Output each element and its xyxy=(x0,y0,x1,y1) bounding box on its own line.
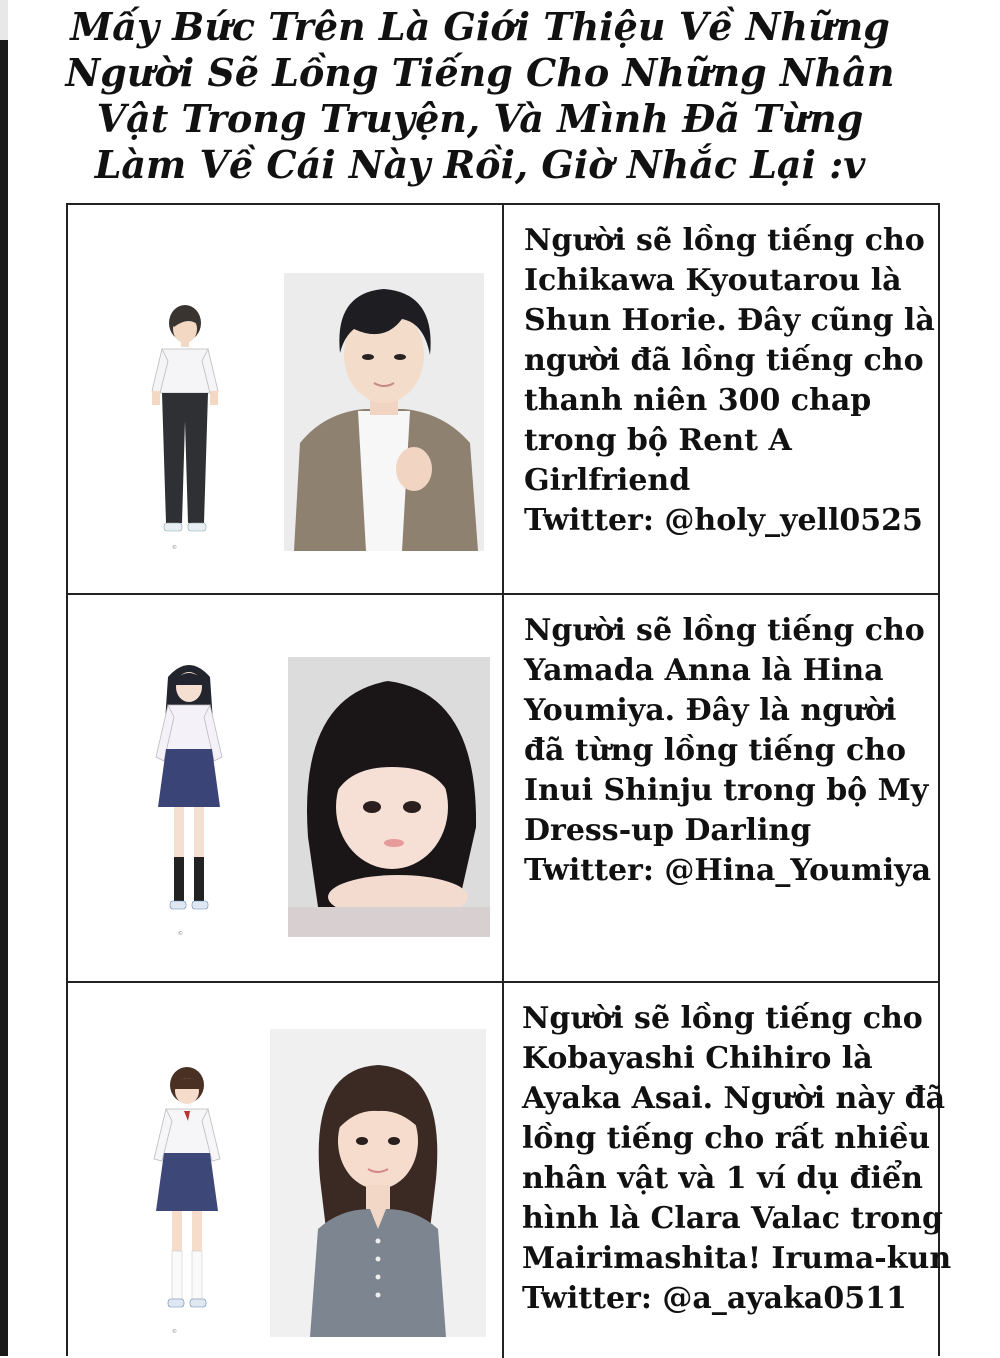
description-line: trong bộ Rent A xyxy=(524,423,792,458)
image-cell xyxy=(68,983,504,1358)
description-cell xyxy=(504,983,952,1358)
left-edge-highlight xyxy=(0,0,8,40)
description-line: Ichikawa Kyoutarou là xyxy=(524,263,902,298)
description-line: Người sẽ lồng tiếng cho xyxy=(524,613,925,648)
description-line: thanh niên 300 chap xyxy=(524,383,872,418)
title-line: Người Sẽ Lồng Tiếng Cho Những Nhân xyxy=(65,50,895,95)
image-cell xyxy=(68,595,504,981)
description-line: Dress-up Darling xyxy=(524,813,812,848)
description-line: lồng tiếng cho rất nhiều xyxy=(522,1121,931,1156)
voice-actor-photo-shun-horie xyxy=(284,273,484,551)
description-cell xyxy=(504,595,938,981)
description-line: Người sẽ lồng tiếng cho xyxy=(524,223,925,258)
description-line: Kobayashi Chihiro là xyxy=(522,1041,873,1076)
table-row-anna xyxy=(68,595,938,983)
description-line: Inui Shinju trong bộ My xyxy=(524,773,929,808)
title-line: Làm Về Cái Này Rồi, Giờ Nhắc Lại :v xyxy=(94,142,866,187)
description-line: Youmiya. Đây là người xyxy=(524,693,897,728)
twitter-handle: Twitter: @holy_yell0525 xyxy=(524,503,923,538)
copyright-note: © xyxy=(172,545,177,551)
twitter-handle: Twitter: @a_ayaka0511 xyxy=(522,1281,907,1316)
title-line: Vật Trong Truyện, Và Mình Đã Từng xyxy=(96,96,864,141)
description-line: Yamada Anna là Hina xyxy=(524,653,884,688)
title-line: Mấy Bức Trên Là Giới Thiệu Về Những xyxy=(70,4,890,49)
description-line: hình là Clara Valac trong xyxy=(522,1201,943,1236)
description-line: nhân vật và 1 ví dụ điển xyxy=(522,1161,923,1196)
left-edge-strip xyxy=(0,0,8,1356)
character-illustration-chihiro xyxy=(132,1061,242,1323)
description-line: người đã lồng tiếng cho xyxy=(524,343,924,378)
voice-actor-photo-ayaka-asai xyxy=(270,1029,486,1337)
description-line: Shun Horie. Đây cũng là xyxy=(524,303,935,338)
copyright-note: © xyxy=(172,1329,177,1335)
copyright-note: © xyxy=(178,931,183,937)
description-line: Girlfriend xyxy=(524,463,691,498)
character-illustration-kyoutarou xyxy=(130,301,240,541)
table-row-chihiro xyxy=(68,983,952,1358)
table-row-kyoutarou xyxy=(68,205,938,595)
description-line: Ayaka Asai. Người này đã xyxy=(522,1081,946,1116)
voice-actor-table xyxy=(66,203,952,1356)
page-title xyxy=(40,4,920,188)
description-line: Mairimashita! Iruma-kun xyxy=(522,1241,952,1276)
description-line: đã từng lồng tiếng cho xyxy=(524,733,907,768)
image-cell xyxy=(68,205,504,593)
description-line: Người sẽ lồng tiếng cho xyxy=(522,1001,923,1036)
description-cell xyxy=(504,205,938,593)
voice-actor-photo-hina-youmiya xyxy=(288,657,490,937)
character-illustration-anna xyxy=(134,657,244,927)
twitter-handle: Twitter: @Hina_Youmiya xyxy=(524,853,932,888)
